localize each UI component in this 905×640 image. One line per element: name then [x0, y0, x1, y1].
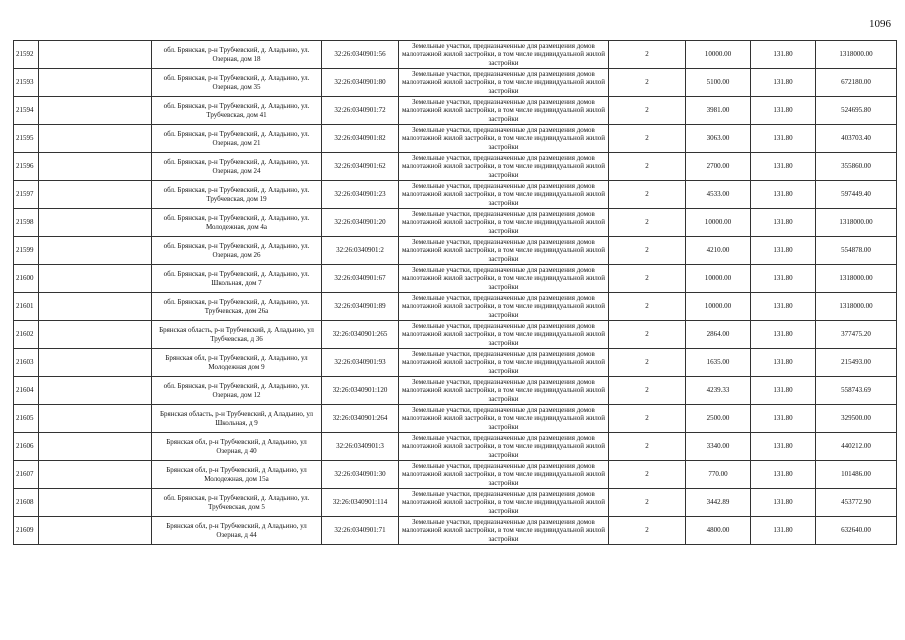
group-cell: 2 — [609, 153, 686, 181]
table-row — [14, 461, 897, 489]
address-cell: Брянская область, р-н Трубчевский, д. Аладьино, ул Трубчевская, д 36 — [152, 321, 322, 349]
land-use-cell: Земельные участки, предназначенные для размещения домов малоэтажной жилой застройки, в том числе индивидуальной жилой застройки — [399, 517, 609, 545]
specific-value-cell: 131.80 — [751, 461, 816, 489]
table-row — [14, 237, 897, 265]
area-cell: 10000.00 — [686, 293, 751, 321]
record-number-cell: 21592 — [14, 41, 39, 69]
group-cell: 2 — [609, 377, 686, 405]
area-cell: 770.00 — [686, 461, 751, 489]
land-use-cell: Земельные участки, предназначенные для размещения домов малоэтажной жилой застройки, в том числе индивидуальной жилой застройки — [399, 377, 609, 405]
area-cell: 3981.00 — [686, 97, 751, 125]
cadastral-value-cell: 1318000.00 — [816, 209, 897, 237]
land-use-cell: Земельные участки, предназначенные для размещения домов малоэтажной жилой застройки, в том числе индивидуальной жилой застройки — [399, 433, 609, 461]
cadastral-value-cell: 329500.00 — [816, 405, 897, 433]
address-cell: обл. Брянская, р-н Трубчевский, д. Аладьино, ул. Молодежная, дом 4а — [152, 209, 322, 237]
address-cell: обл. Брянская, р-н Трубчевский, д. Аладьино, ул. Трубчевская, дом 5 — [152, 489, 322, 517]
specific-value-cell: 131.80 — [751, 377, 816, 405]
cadastral-number-cell: 32:26:0340901:89 — [322, 293, 399, 321]
cadastral-value-cell: 558743.69 — [816, 377, 897, 405]
table-row — [14, 349, 897, 377]
cadastral-number-cell: 32:26:0340901:93 — [322, 349, 399, 377]
area-cell: 4210.00 — [686, 237, 751, 265]
specific-value-cell: 131.80 — [751, 321, 816, 349]
record-number-cell: 21607 — [14, 461, 39, 489]
address-cell: обл. Брянская, р-н Трубчевский, д. Аладьино, ул. Озерная, дом 24 — [152, 153, 322, 181]
address-cell: обл. Брянская, р-н Трубчевский, д. Аладьино, ул. Озерная, дом 21 — [152, 125, 322, 153]
blank-cell — [39, 153, 152, 181]
record-number-cell: 21608 — [14, 489, 39, 517]
record-number-cell: 21595 — [14, 125, 39, 153]
record-number-cell: 21605 — [14, 405, 39, 433]
blank-cell — [39, 461, 152, 489]
area-cell: 3340.00 — [686, 433, 751, 461]
land-use-cell: Земельные участки, предназначенные для размещения домов малоэтажной жилой застройки, в том числе индивидуальной жилой застройки — [399, 209, 609, 237]
cadastral-value-cell: 597449.40 — [816, 181, 897, 209]
record-number-cell: 21599 — [14, 237, 39, 265]
area-cell: 4533.00 — [686, 181, 751, 209]
table-row — [14, 125, 897, 153]
table-row — [14, 489, 897, 517]
blank-cell — [39, 265, 152, 293]
cadastral-value-cell: 403703.40 — [816, 125, 897, 153]
cadastral-number-cell: 32:26:0340901:3 — [322, 433, 399, 461]
specific-value-cell: 131.80 — [751, 125, 816, 153]
table-row — [14, 293, 897, 321]
specific-value-cell: 131.80 — [751, 69, 816, 97]
cadastral-number-cell: 32:26:0340901:82 — [322, 125, 399, 153]
address-cell: обл. Брянская, р-н Трубчевский, д. Аладьино, ул. Трубчевская, дом 19 — [152, 181, 322, 209]
cadastral-number-cell: 32:26:0340901:2 — [322, 237, 399, 265]
record-number-cell: 21594 — [14, 97, 39, 125]
land-use-cell: Земельные участки, предназначенные для размещения домов малоэтажной жилой застройки, в том числе индивидуальной жилой застройки — [399, 153, 609, 181]
table-row — [14, 321, 897, 349]
table-row — [14, 69, 897, 97]
area-cell: 3442.89 — [686, 489, 751, 517]
land-use-cell: Земельные участки, предназначенные для размещения домов малоэтажной жилой застройки, в том числе индивидуальной жилой застройки — [399, 293, 609, 321]
table-row — [14, 433, 897, 461]
record-number-cell: 21604 — [14, 377, 39, 405]
cadastral-number-cell: 32:26:0340901:80 — [322, 69, 399, 97]
address-cell: Брянская обл, р-н Трубчевский, д Аладьино, ул Озерная, д 40 — [152, 433, 322, 461]
cadastral-number-cell: 32:26:0340901:264 — [322, 405, 399, 433]
blank-cell — [39, 237, 152, 265]
table-row — [14, 405, 897, 433]
group-cell: 2 — [609, 433, 686, 461]
land-use-cell: Земельные участки, предназначенные для размещения домов малоэтажной жилой застройки, в том числе индивидуальной жилой застройки — [399, 405, 609, 433]
address-cell: Брянская обл, р-н Трубчевский, д Аладьино, ул Озерная, д 44 — [152, 517, 322, 545]
blank-cell — [39, 377, 152, 405]
cadastral-value-cell: 1318000.00 — [816, 265, 897, 293]
table-row — [14, 265, 897, 293]
blank-cell — [39, 433, 152, 461]
cadastral-number-cell: 32:26:0340901:72 — [322, 97, 399, 125]
cadastral-number-cell: 32:26:0340901:71 — [322, 517, 399, 545]
cadastral-value-cell: 1318000.00 — [816, 41, 897, 69]
address-cell: обл. Брянская, р-н Трубчевский, д. Аладьино, ул. Озерная, дом 35 — [152, 69, 322, 97]
blank-cell — [39, 97, 152, 125]
group-cell: 2 — [609, 41, 686, 69]
specific-value-cell: 131.80 — [751, 349, 816, 377]
group-cell: 2 — [609, 517, 686, 545]
address-cell: обл. Брянская, р-н Трубчевский, д. Аладьино, ул. Трубчевская, дом 41 — [152, 97, 322, 125]
record-number-cell: 21593 — [14, 69, 39, 97]
page-number: 1096 — [869, 18, 891, 30]
record-number-cell: 21603 — [14, 349, 39, 377]
blank-cell — [39, 125, 152, 153]
cadastral-value-cell: 672180.00 — [816, 69, 897, 97]
area-cell: 3063.00 — [686, 125, 751, 153]
table-body — [14, 41, 897, 545]
address-cell: Брянская обл, р-н Трубчевский, д Аладьино, ул Молодежная, дом 15а — [152, 461, 322, 489]
address-cell: обл. Брянская, р-н Трубчевский, д. Аладьино, ул. Трубчевская, дом 26а — [152, 293, 322, 321]
group-cell: 2 — [609, 209, 686, 237]
record-number-cell: 21597 — [14, 181, 39, 209]
cadastral-number-cell: 32:26:0340901:56 — [322, 41, 399, 69]
record-number-cell: 21596 — [14, 153, 39, 181]
blank-cell — [39, 489, 152, 517]
group-cell: 2 — [609, 349, 686, 377]
land-use-cell: Земельные участки, предназначенные для размещения домов малоэтажной жилой застройки, в том числе индивидуальной жилой застройки — [399, 321, 609, 349]
address-cell: Брянская обл, р-н Трубчевский, д. Аладьино, ул Молодежная дом 9 — [152, 349, 322, 377]
area-cell: 10000.00 — [686, 209, 751, 237]
land-use-cell: Земельные участки, предназначенные для размещения домов малоэтажной жилой застройки, в том числе индивидуальной жилой застройки — [399, 237, 609, 265]
cadastral-number-cell: 32:26:0340901:62 — [322, 153, 399, 181]
group-cell: 2 — [609, 461, 686, 489]
cadastral-value-cell: 632640.00 — [816, 517, 897, 545]
group-cell: 2 — [609, 97, 686, 125]
table-row — [14, 181, 897, 209]
cadastral-number-cell: 32:26:0340901:265 — [322, 321, 399, 349]
group-cell: 2 — [609, 489, 686, 517]
area-cell: 10000.00 — [686, 41, 751, 69]
specific-value-cell: 131.80 — [751, 153, 816, 181]
land-use-cell: Земельные участки, предназначенные для размещения домов малоэтажной жилой застройки, в том числе индивидуальной жилой застройки — [399, 489, 609, 517]
record-number-cell: 21600 — [14, 265, 39, 293]
group-cell: 2 — [609, 125, 686, 153]
blank-cell — [39, 405, 152, 433]
area-cell: 4800.00 — [686, 517, 751, 545]
area-cell: 2500.00 — [686, 405, 751, 433]
area-cell: 4239.33 — [686, 377, 751, 405]
group-cell: 2 — [609, 237, 686, 265]
cadastral-number-cell: 32:26:0340901:67 — [322, 265, 399, 293]
blank-cell — [39, 349, 152, 377]
area-cell: 1635.00 — [686, 349, 751, 377]
cadastral-value-cell: 1318000.00 — [816, 293, 897, 321]
cadastral-number-cell: 32:26:0340901:114 — [322, 489, 399, 517]
blank-cell — [39, 321, 152, 349]
specific-value-cell: 131.80 — [751, 433, 816, 461]
group-cell: 2 — [609, 265, 686, 293]
group-cell: 2 — [609, 293, 686, 321]
cadastral-value-cell: 215493.00 — [816, 349, 897, 377]
address-cell: обл. Брянская, р-н Трубчевский, д. Аладьино, ул. Озерная, дом 18 — [152, 41, 322, 69]
land-use-cell: Земельные участки, предназначенные для размещения домов малоэтажной жилой застройки, в том числе индивидуальной жилой застройки — [399, 97, 609, 125]
blank-cell — [39, 69, 152, 97]
cadastral-value-cell: 101486.00 — [816, 461, 897, 489]
group-cell: 2 — [609, 69, 686, 97]
table-row — [14, 97, 897, 125]
table-row — [14, 153, 897, 181]
area-cell: 2864.00 — [686, 321, 751, 349]
specific-value-cell: 131.80 — [751, 265, 816, 293]
address-cell: обл. Брянская, р-н Трубчевский, д. Аладьино, ул. Озерная, дом 26 — [152, 237, 322, 265]
address-cell: Брянская область, р-н Трубчевский, д Аладьино, ул Школьная, д 9 — [152, 405, 322, 433]
cadastral-value-cell: 377475.20 — [816, 321, 897, 349]
cadastral-number-cell: 32:26:0340901:23 — [322, 181, 399, 209]
cadastral-number-cell: 32:26:0340901:20 — [322, 209, 399, 237]
record-number-cell: 21606 — [14, 433, 39, 461]
specific-value-cell: 131.80 — [751, 405, 816, 433]
group-cell: 2 — [609, 181, 686, 209]
cadastral-value-cell: 453772.90 — [816, 489, 897, 517]
cadastral-number-cell: 32:26:0340901:30 — [322, 461, 399, 489]
cadastral-value-cell: 554878.00 — [816, 237, 897, 265]
land-use-cell: Земельные участки, предназначенные для размещения домов малоэтажной жилой застройки, в том числе индивидуальной жилой застройки — [399, 265, 609, 293]
group-cell: 2 — [609, 405, 686, 433]
specific-value-cell: 131.80 — [751, 237, 816, 265]
cadastral-number-cell: 32:26:0340901:120 — [322, 377, 399, 405]
land-use-cell: Земельные участки, предназначенные для размещения домов малоэтажной жилой застройки, в том числе индивидуальной жилой застройки — [399, 181, 609, 209]
record-number-cell: 21609 — [14, 517, 39, 545]
specific-value-cell: 131.80 — [751, 181, 816, 209]
cadastral-value-cell: 355860.00 — [816, 153, 897, 181]
area-cell: 2700.00 — [686, 153, 751, 181]
table-row — [14, 377, 897, 405]
land-use-cell: Земельные участки, предназначенные для размещения домов малоэтажной жилой застройки, в том числе индивидуальной жилой застройки — [399, 125, 609, 153]
land-use-cell: Земельные участки, предназначенные для размещения домов малоэтажной жилой застройки, в том числе индивидуальной жилой застройки — [399, 461, 609, 489]
table-row — [14, 209, 897, 237]
area-cell: 5100.00 — [686, 69, 751, 97]
specific-value-cell: 131.80 — [751, 489, 816, 517]
address-cell: обл. Брянская, р-н Трубчевский, д. Аладьино, ул. Школьная, дом 7 — [152, 265, 322, 293]
table-row — [14, 41, 897, 69]
address-cell: обл. Брянская, р-н Трубчевский, д. Аладьино, ул. Озерная, дом 12 — [152, 377, 322, 405]
cadastral-value-cell: 440212.00 — [816, 433, 897, 461]
registry-table — [13, 40, 897, 545]
blank-cell — [39, 293, 152, 321]
land-use-cell: Земельные участки, предназначенные для размещения домов малоэтажной жилой застройки, в том числе индивидуальной жилой застройки — [399, 349, 609, 377]
record-number-cell: 21598 — [14, 209, 39, 237]
cadastral-value-cell: 524695.80 — [816, 97, 897, 125]
area-cell: 10000.00 — [686, 265, 751, 293]
record-number-cell: 21601 — [14, 293, 39, 321]
land-use-cell: Земельные участки, предназначенные для размещения домов малоэтажной жилой застройки, в том числе индивидуальной жилой застройки — [399, 41, 609, 69]
group-cell: 2 — [609, 321, 686, 349]
table-row — [14, 517, 897, 545]
record-number-cell: 21602 — [14, 321, 39, 349]
specific-value-cell: 131.80 — [751, 517, 816, 545]
blank-cell — [39, 41, 152, 69]
specific-value-cell: 131.80 — [751, 209, 816, 237]
land-use-cell: Земельные участки, предназначенные для размещения домов малоэтажной жилой застройки, в том числе индивидуальной жилой застройки — [399, 69, 609, 97]
specific-value-cell: 131.80 — [751, 41, 816, 69]
specific-value-cell: 131.80 — [751, 293, 816, 321]
blank-cell — [39, 517, 152, 545]
specific-value-cell: 131.80 — [751, 97, 816, 125]
blank-cell — [39, 209, 152, 237]
blank-cell — [39, 181, 152, 209]
